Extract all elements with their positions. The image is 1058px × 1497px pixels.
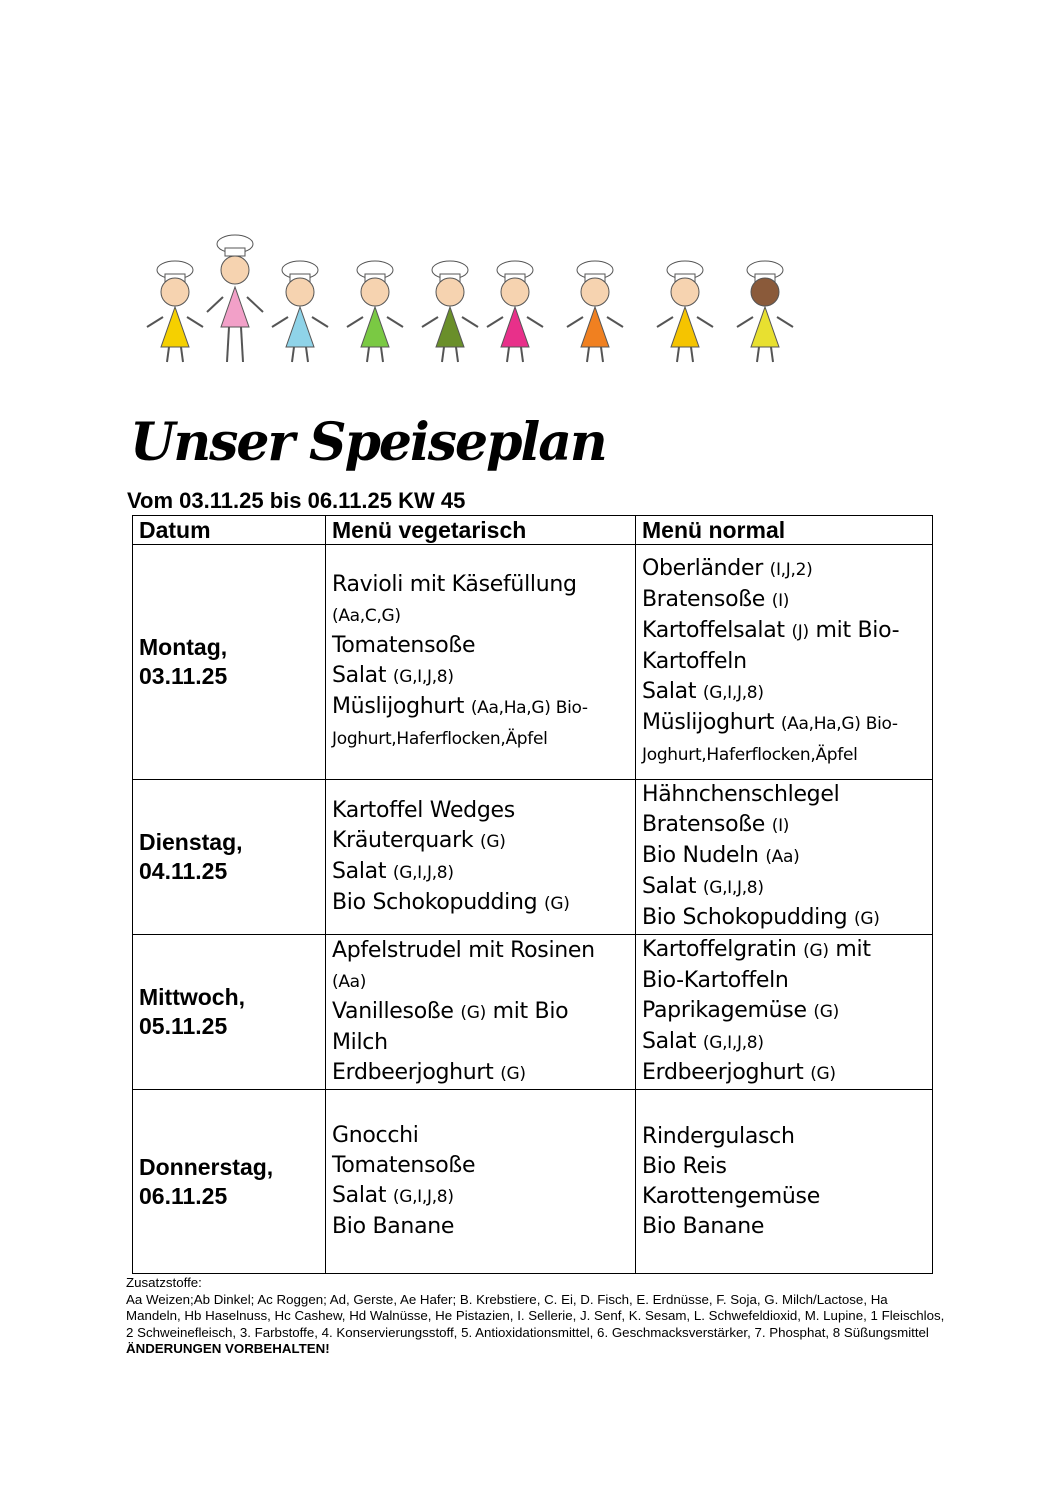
additives-legend [126,1275,946,1358]
menu-line [332,692,629,723]
dish-suffix: mit Bio- [808,618,900,643]
allergen-codes: (G,I,J,8) [702,878,764,898]
menu-line [332,1058,629,1089]
dish-suffix: mit Bio [485,998,569,1024]
dish-name: Müslijoghurt [332,694,471,719]
allergen-codes: (G) [813,1002,839,1022]
menu-line [332,600,629,631]
dish-name: Kartoffelgratin [642,937,804,962]
menu-line [642,1027,926,1058]
menu-line [332,1181,629,1212]
allergen-codes: (G,I,J,8) [702,1033,764,1053]
menu-line [642,554,926,585]
menu-line [642,841,926,872]
menu-line [332,936,629,966]
allergen-codes: (G) [544,893,570,914]
dish-name: Tomatensoße [332,1153,476,1178]
day-name: Donnerstag, [139,1153,274,1180]
menu-line [642,739,926,770]
normal-menu-cell [636,935,933,1090]
menu-line [642,647,926,677]
dish-name: Salat [642,1029,703,1054]
menu-line [642,996,926,1027]
chef-figure [657,261,713,362]
allergen-codes: (Aa,Ha,G) Bio- [780,714,898,734]
allergen-codes: (G) [854,909,880,929]
chef-figure [347,261,403,362]
dish-suffix: mit [828,937,871,962]
chef-figure [147,261,203,362]
day-cell [133,780,326,935]
table-row [133,1090,933,1274]
allergen-codes: (I) [771,591,790,611]
dish-name: Kräuterquark [332,827,480,853]
dish-name: Salat [332,858,393,884]
header-date: Datum [133,516,326,545]
header-vegetarian: Menü vegetarisch [326,516,636,545]
chef-figure [422,261,478,362]
allergen-codes: (J) [791,622,809,642]
dish-name: Bio Nudeln [642,843,766,868]
allergen-codes: (Aa,C,G) [332,606,401,626]
chef-figure [272,261,328,362]
vegetarian-menu-cell [326,935,636,1090]
vegetarian-menu-cell [326,1090,636,1274]
dish-name: Bio-Kartoffeln [642,968,789,993]
header-normal: Menü normal [636,516,933,545]
menu-line [332,997,629,1028]
menu-line [332,857,629,888]
menu-line [332,796,629,826]
menu-line [642,1058,926,1089]
additives-text: Aa Weizen;Ab Dinkel; Ac Roggen; Ad, Gerste, Ae Hafer; B. Krebstiere, C. Ei, D. Fisch, E. Erdnüsse, F. Soja, G. Milch/Lactose, Ha Mandeln, Hb Haselnuss, Hc Cashew, Hd Walnüsse, He Pistazien, I. Sellerie, J. Senf, K. Sesam, L. Schwefeldioxid, M. Lupine, 1 Fleischlos, 2 Schweinefleisch, 3. Farbstoffe, 4. Konservierungsstoff, 5. Antioxidationsmittel, 6. Geschmacksverstärker, 7. Phosphat, 8 Süßungsmittel [126,1291,945,1340]
menu-line [642,935,926,966]
normal-menu-cell [636,545,933,780]
menu-line [642,966,926,996]
allergen-codes: (G) [500,1063,526,1084]
menu-line [642,780,926,810]
menu-line [642,1182,926,1212]
dish-name: Bio Schokopudding [332,889,544,915]
menu-line [642,810,926,841]
table-row [133,545,933,780]
dish-name: Salat [332,663,393,688]
day-name: Mittwoch, [139,984,246,1010]
dish-name: Bio Banane [642,1213,765,1239]
page-title: Unser Speiseplan [130,412,606,473]
day-cell [133,935,326,1090]
day-date: 05.11.25 [139,1013,228,1039]
day-cell [133,1090,326,1274]
chef-figure [207,235,263,362]
dish-name: Kartoffel Wedges [332,797,515,823]
dish-name: Vanillesoße [332,998,461,1024]
menu-line [642,708,926,739]
dish-name: Erdbeerjoghurt [332,1059,501,1085]
day-cell [133,545,326,780]
menu-line [642,616,926,647]
menu-line [332,1121,629,1151]
menu-line [332,888,629,919]
allergen-codes: (G,I,J,8) [392,1187,454,1207]
table-row [133,780,933,935]
menu-line [642,1152,926,1182]
menu-line [332,661,629,692]
dish-name: Apfelstrudel mit Rosinen [332,937,595,963]
allergen-codes: (G,I,J,8) [392,862,454,883]
day-name: Montag, [139,634,228,660]
allergen-codes: Joghurt,Haferflocken,Äpfel [332,729,548,749]
allergen-codes: (G) [810,1064,836,1084]
menu-line [642,1122,926,1152]
allergen-codes: (G,I,J,8) [702,683,764,703]
menu-line [642,872,926,903]
dish-name: Hähnchenschlegel [642,782,840,807]
dish-name: Gnocchi [332,1123,419,1148]
dish-name: Bio Banane [332,1214,455,1239]
allergen-codes: (Aa,Ha,G) Bio- [470,698,588,718]
changes-notice: ÄNDERUNGEN VORBEHALTEN! [126,1341,330,1356]
menu-line [642,585,926,616]
day-date: 04.11.25 [139,858,228,884]
menu-line [332,723,629,754]
allergen-codes: (G) [803,941,829,961]
day-date: 06.11.25 [139,1182,228,1209]
dish-name: Rindergulasch [642,1123,795,1149]
dish-name: Karottengemüse [642,1183,820,1209]
week-range: Vom 03.11.25 bis 06.11.25 KW 45 [127,488,466,513]
dish-name: Salat [642,679,703,704]
menu-table [132,515,933,1274]
dish-name: Müslijoghurt [642,710,781,735]
dish-name: Salat [332,1183,393,1208]
menu-line [642,677,926,708]
normal-menu-cell [636,780,933,935]
chef-figure [487,261,543,362]
dish-name: Bratensoße [642,587,772,612]
dish-name: Erdbeerjoghurt [642,1060,811,1085]
dish-name: Paprikagemüse [642,998,814,1023]
allergen-codes: (Aa) [765,847,800,867]
allergen-codes: (G) [460,1002,486,1023]
dish-name: Bio Schokopudding [642,905,854,930]
menu-line [332,1028,629,1058]
chef-figure [567,261,623,362]
allergen-codes: (I) [771,816,790,836]
allergen-codes: (I,J,2) [769,560,813,580]
allergen-codes: (G) [479,831,506,852]
menu-line [332,631,629,661]
menu-line [642,903,926,934]
dish-name: Ravioli mit Käsefüllung [332,572,577,597]
dish-name: Bio Reis [642,1153,727,1179]
dish-name: Oberländer [642,556,770,581]
menu-line [332,826,629,857]
menu-line [332,966,629,997]
dish-name: Tomatensoße [332,633,476,658]
cooking-kids-illustration [135,232,825,367]
chef-figure [737,261,793,362]
menu-line [332,570,629,600]
allergen-codes: (Aa) [332,971,367,992]
allergen-codes: (G,I,J,8) [392,667,454,687]
dish-name: Milch [332,1029,388,1055]
table-row [133,935,933,1090]
menu-line [642,1212,926,1242]
dish-name: Salat [642,874,703,899]
day-name: Dienstag, [139,829,243,855]
allergen-codes: Joghurt,Haferflocken,Äpfel [642,745,858,765]
menu-line [332,1151,629,1181]
additives-heading: Zusatzstoffe: [126,1275,202,1290]
vegetarian-menu-cell [326,780,636,935]
table-header-row [133,516,933,545]
menu-line [332,1212,629,1242]
day-date: 03.11.25 [139,663,228,689]
vegetarian-menu-cell [326,545,636,780]
normal-menu-cell [636,1090,933,1274]
dish-name: Kartoffeln [642,649,747,674]
dish-name: Kartoffelsalat [642,618,792,643]
dish-name: Bratensoße [642,812,772,837]
